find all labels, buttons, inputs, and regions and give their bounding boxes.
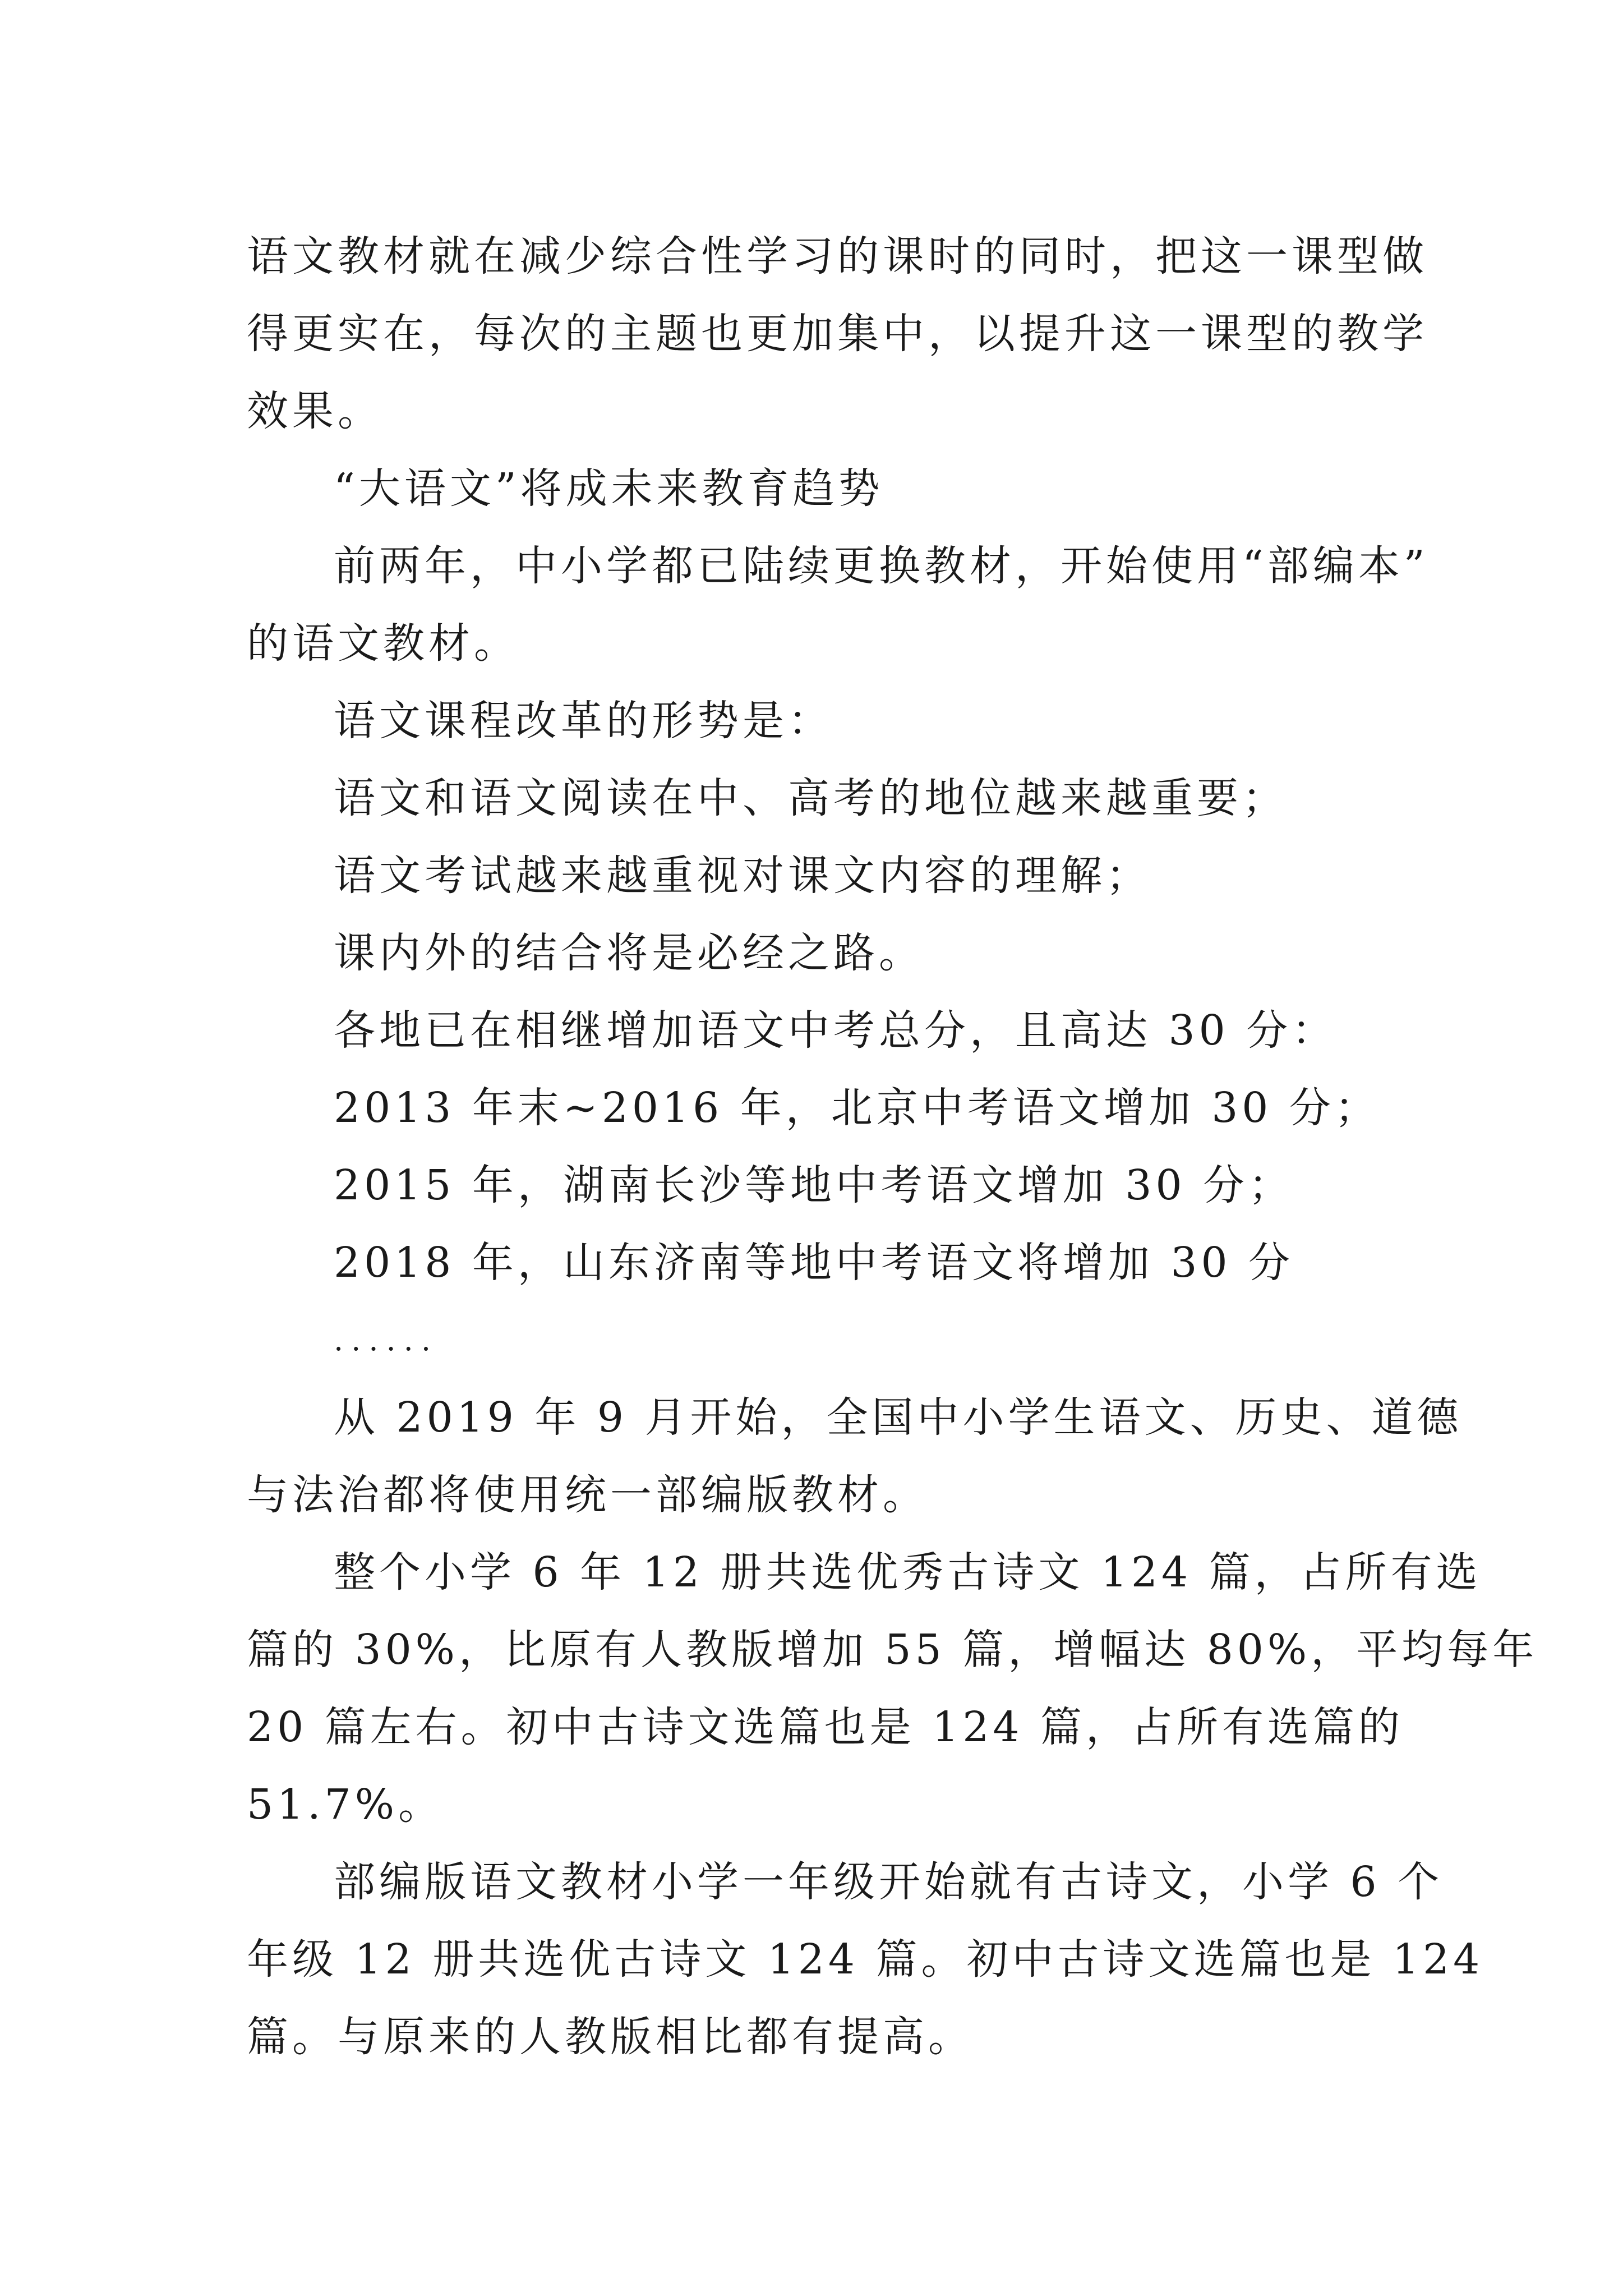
document-body	[247, 218, 1538, 2076]
paragraph-line: 的语文教材。	[247, 619, 519, 668]
paragraph-line: 篇的 30%，比原有人教版增加 55 篇，增幅达 80%，平均每年	[247, 1626, 1538, 1674]
list-item: 2018 年，山东济南等地中考语文将增加 30 分	[334, 1239, 1294, 1287]
list-item: 2015 年，湖南长沙等地中考语文增加 30 分；	[334, 1161, 1294, 1209]
paragraph-line: 20 篇左右。初中古诗文选篇也是 124 篇，占所有选篇的	[247, 1703, 1404, 1751]
paragraph-line: 从 2019 年 9 月开始，全国中小学生语文、历史、道德	[334, 1393, 1463, 1442]
ellipsis-line: ......	[334, 1322, 439, 1358]
paragraph-line: 语文教材就在减少综合性学习的课时的同时，把这一课型做	[247, 232, 1428, 280]
paragraph-line: 效果。	[247, 387, 383, 435]
paragraph-line: 与法治都将使用统一部编版教材。	[247, 1471, 928, 1519]
list-item: 课内外的结合将是必经之路。	[334, 929, 924, 977]
paragraph-line: 51.7%。	[247, 1780, 444, 1829]
paragraph-line: 得更实在，每次的主题也更加集中，以提升这一课型的教学	[247, 310, 1428, 358]
paragraph-line: 部编版语文教材小学一年级开始就有古诗文，小学 6 个	[334, 1858, 1444, 1906]
paragraph-line: 篇。与原来的人教版相比都有提高。	[247, 2013, 974, 2061]
section-heading: “大语文”将成未来教育趋势	[334, 464, 884, 513]
paragraph-line: 各地已在相继增加语文中考总分，且高达 30 分：	[334, 1006, 1338, 1055]
list-item: 2013 年末~2016 年，北京中考语文增加 30 分；	[334, 1084, 1380, 1132]
paragraph-line: 语文课程改革的形势是：	[334, 697, 833, 745]
paragraph-line: 前两年，中小学都已陆续更换教材，开始使用“部编本”	[334, 542, 1429, 590]
list-item: 语文考试越来越重视对课文内容的理解；	[334, 852, 1151, 900]
list-item: 语文和语文阅读在中、高考的地位越来越重要；	[334, 774, 1288, 822]
paragraph-line: 年级 12 册共选优古诗文 124 篇。初中古诗文选篇也是 124	[247, 1935, 1484, 1984]
paragraph-line: 整个小学 6 年 12 册共选优秀古诗文 124 篇，占所有选	[334, 1548, 1482, 1596]
